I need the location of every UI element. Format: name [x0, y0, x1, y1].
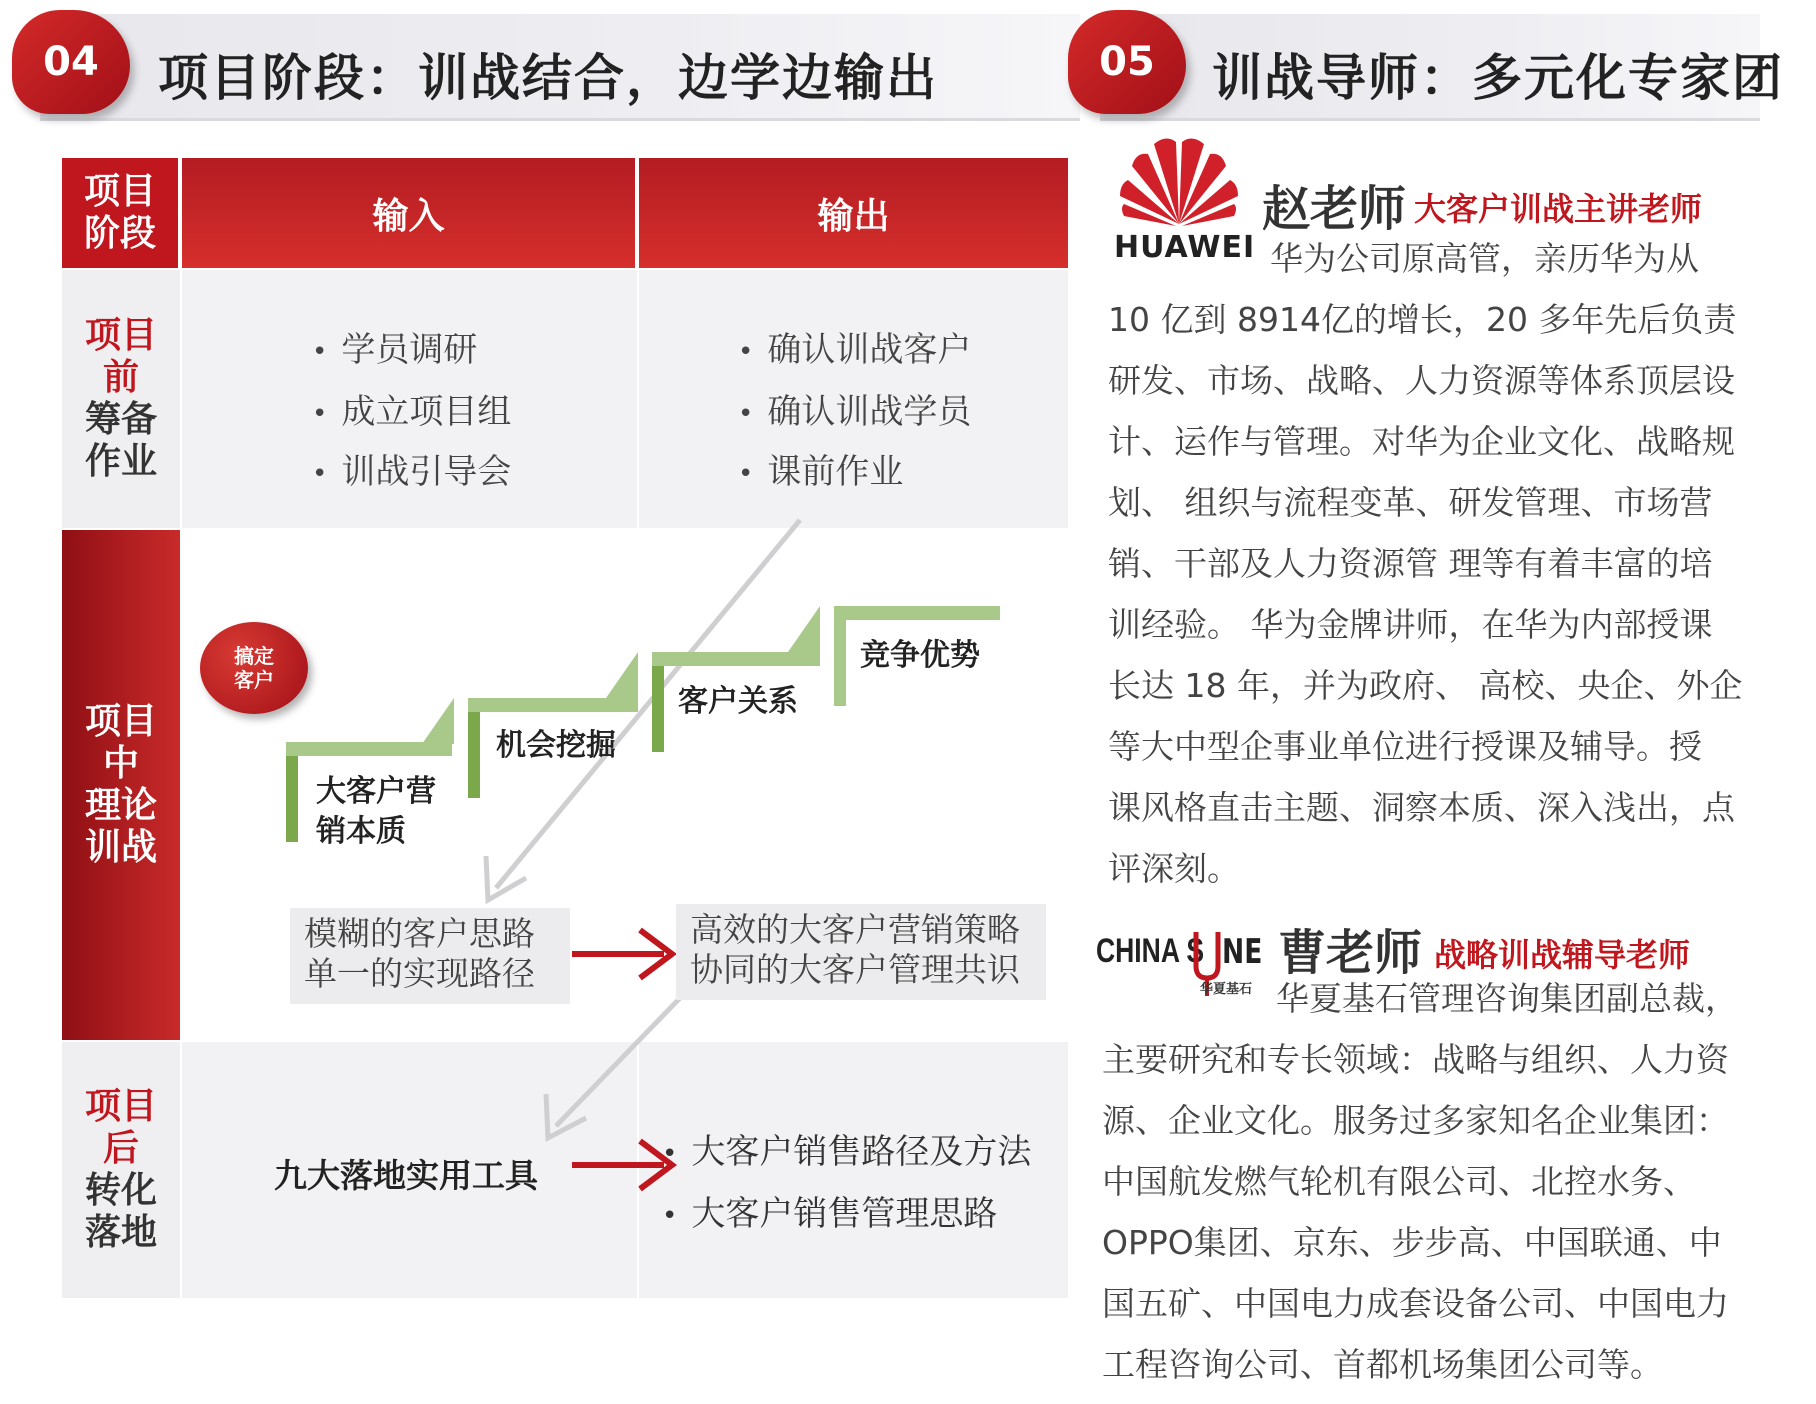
- before-line: 模糊的客户思路: [304, 914, 535, 953]
- step-1-riser: [286, 742, 298, 842]
- column-header-input: 输入: [182, 158, 637, 268]
- bio-line: 工程咨询公司、首都机场集团公司等。: [1102, 1345, 1663, 1384]
- column-header-output: 输出: [639, 158, 1068, 268]
- bio-line: 主要研究和专长领域：战略与组织、人力资: [1102, 1040, 1729, 1079]
- post-input-tools: 九大落地实用工具: [274, 1156, 538, 1195]
- badge-line1: 搞定: [234, 644, 274, 668]
- pre-input-item: • 训战引导会: [312, 444, 511, 493]
- diagonal-arrow-lower: [556, 998, 680, 1126]
- huawei-logo: [1114, 124, 1244, 234]
- stage-post-line2: 后: [102, 1128, 139, 1169]
- after-line: 高效的大客户营销策略: [690, 910, 1020, 949]
- bio-line: 华为公司原高管，亲历华为从: [1270, 239, 1699, 278]
- bio-line: 训经验。 华为金牌讲师，在华为内部授课: [1108, 605, 1713, 644]
- teacher2-name: 曹老师: [1278, 925, 1423, 981]
- before-line: 单一的实现路径: [304, 954, 535, 993]
- pre-input-item: • 成立项目组: [312, 384, 511, 433]
- chinastone-logo-text-left: CHINA S: [1096, 932, 1205, 970]
- chinastone-logo-sub: 华夏基石: [1200, 982, 1253, 997]
- step-label: 客户关系: [678, 684, 798, 719]
- bio-line: 划、 组织与流程变革、研发管理、市场营: [1108, 483, 1713, 522]
- step-4-riser: [834, 606, 846, 706]
- huawei-logo-text: HUAWEI: [1114, 230, 1256, 265]
- stage-mid-line2: 中: [102, 743, 139, 784]
- teacher1-bio: [1108, 228, 1742, 899]
- stage-post-line1: 项目: [84, 1086, 157, 1127]
- bio-line: 长达 18 年，并为政府、 高校、央企、外企: [1108, 666, 1743, 705]
- post-output-item: • 大客户销售路径及方法: [662, 1124, 1031, 1173]
- corner-label-line2: 阶段: [83, 213, 156, 254]
- pre-output-item: • 确认训战学员: [738, 384, 971, 433]
- stage-post-line3: 转化: [84, 1170, 157, 1211]
- bio-line: 国五矿、中国电力成套设备公司、中国电力: [1102, 1284, 1729, 1323]
- step-3-tread: [652, 652, 820, 666]
- step-1-tread: [286, 742, 452, 756]
- section5-title: 训战导师：多元化专家团: [1212, 49, 1784, 107]
- step-label: 销本质: [316, 814, 406, 849]
- step-label: 大客户营: [316, 774, 436, 809]
- badge-line2: 客户: [234, 668, 274, 692]
- section5-number-badge: 05: [1068, 10, 1186, 114]
- bio-line: 等大中型企事业单位进行授课及辅导。授: [1108, 727, 1702, 766]
- step-2-corner: [606, 652, 638, 698]
- stage-pre-line4: 作业: [84, 441, 157, 482]
- step-1-corner: [422, 698, 454, 744]
- bio-line: 计、运作与管理。对华为企业文化、战略规: [1108, 422, 1735, 461]
- step-2-tread: [468, 698, 638, 712]
- stage-mid-line3: 理论: [84, 785, 157, 826]
- pre-output-item: • 课前作业: [738, 444, 903, 493]
- stage-post-line4: 落地: [84, 1212, 157, 1253]
- bio-line: 评深刻。: [1108, 849, 1240, 888]
- stage-pre-line3: 筹备: [84, 399, 157, 440]
- bio-line: 课风格直击主题、洞察本质、深入浅出，点: [1108, 788, 1735, 827]
- chinastone-logo-text-right: NE: [1222, 932, 1263, 972]
- section4-title: 项目阶段：训战结合，边学边输出: [158, 49, 938, 107]
- pre-input-item: • 学员调研: [312, 322, 477, 371]
- before-state-box: [290, 908, 570, 1004]
- teacher1-name: 赵老师: [1262, 181, 1407, 237]
- step-label: 机会挖掘: [496, 728, 616, 763]
- teacher2-role: 战略训战辅导老师: [1434, 936, 1691, 974]
- teacher2-bio: [1102, 968, 1738, 1395]
- corner-label-line1: 项目: [83, 171, 156, 212]
- stage-mid-line4: 训战: [84, 827, 157, 868]
- stage-pre-line1: 项目: [84, 315, 157, 356]
- bio-line: 华夏基石管理咨询集团副总裁，: [1276, 979, 1738, 1018]
- after-line: 协同的大客户管理共识: [690, 950, 1020, 989]
- bio-line: 中国航发燃气轮机有限公司、北控水务、: [1102, 1162, 1696, 1201]
- bio-line: 源、企业文化。服务过多家知名企业集团：: [1102, 1101, 1729, 1140]
- step-label: 竞争优势: [860, 638, 980, 673]
- post-output-item: • 大客户销售管理思路: [662, 1186, 997, 1235]
- after-state-box: [676, 904, 1046, 1000]
- step-2-riser: [468, 698, 480, 798]
- badge-close-client: [200, 622, 308, 714]
- pre-output-item: • 确认训战客户: [738, 322, 971, 371]
- step-3-riser: [652, 652, 664, 752]
- bio-line: 10 亿到 8914亿的增长，20 多年先后负责: [1108, 300, 1737, 339]
- step-4-tread: [834, 606, 1000, 620]
- bio-line: 研发、市场、战略、人力资源等体系顶层设: [1108, 361, 1735, 400]
- stage-mid-line1: 项目: [84, 701, 157, 742]
- stage-pre-line2: 前: [102, 357, 139, 398]
- bio-line: OPPO集团、京东、步步高、中国联通、中: [1102, 1223, 1722, 1262]
- section4-number-badge: 04: [12, 10, 130, 114]
- step-3-corner: [788, 606, 820, 652]
- bio-line: 销、干部及人力资源管 理等有着丰富的培: [1108, 544, 1713, 583]
- teacher1-role: 大客户训战主讲老师: [1414, 190, 1703, 228]
